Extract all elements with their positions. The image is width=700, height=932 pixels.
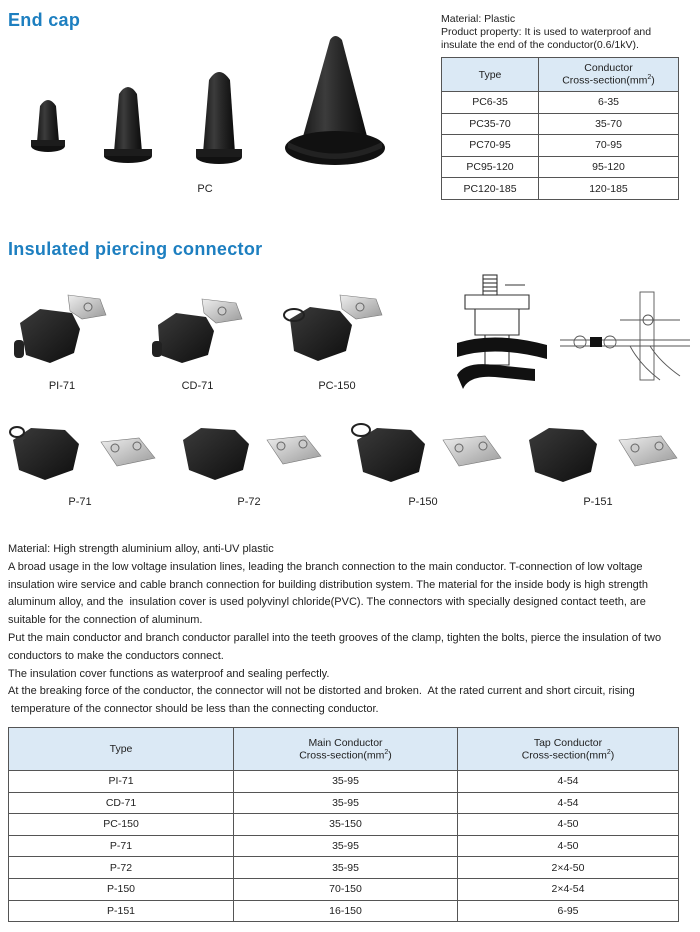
connector-paragraph-line: insulation wire service and cable branch connection for building distribution system. The material for the inside body is high strength [8,578,648,591]
connector-table-row [9,900,679,922]
connector-col-type: Type [9,728,234,771]
label-cd71: CD-71 [181,380,214,392]
connector-paragraph-line: A broad usage in the low voltage insulation lines, leading the branch connection to the main conductor. T-connection of low voltage [8,560,643,573]
connector-row1-image [10,285,390,375]
end-cap-material: Material: Plastic [441,13,516,25]
connector-paragraph-line: aluminum alloy, and the insulation cover is used polyvinyl chloride(PVC). The connectors with specially designed contact teeth, are [8,596,646,609]
end-cap-cell-type: PC6-35 [442,92,539,114]
end-cap-cell-type: PC35-70 [442,113,539,135]
end-cap-property-line2: insulate the end of the conductor(0.6/1kV). [441,39,639,51]
end-cap-table-row [442,156,679,178]
connector-cell-type: P-151 [9,900,234,922]
end-cap-cell-section: 35-70 [539,113,679,135]
label-p71: P-71 [68,496,92,508]
connector-cell-main: 35-95 [234,857,458,879]
connector-cell-main: 35-95 [234,792,458,814]
connector-description [8,541,698,719]
connector-paragraph-line: The insulation cover functions as waterproof and sealing perfectly. [8,667,330,680]
connector-cell-tap: 4-54 [458,792,679,814]
connector-clamp-drawing [455,265,555,393]
connector-paragraph-line: suitable for the connection of aluminum. [8,614,203,627]
connector-cell-type: PC-150 [9,814,234,836]
label-pi71: PI-71 [48,380,76,392]
connector-cell-tap: 4-50 [458,814,679,836]
connector-cd71 [152,299,242,363]
label-p150: P-150 [408,496,438,508]
connector-cell-tap: 2×4-54 [458,878,679,900]
end-cap-table [441,57,679,200]
end-cap-table-row [442,135,679,157]
connector-cell-type: PI-71 [9,771,234,793]
connector-cell-main: 70-150 [234,878,458,900]
end-cap-cell-type: PC120-185 [442,178,539,200]
connector-paragraph-line: temperature of the connector should be less than the connecting conductor. [8,703,379,716]
connector-table-row [9,814,679,836]
connector-cell-main: 16-150 [234,900,458,922]
connector-title: Insulated piercing connector [8,239,263,259]
connector-installation-drawing [560,290,690,382]
end-cap-caption: PC [197,183,213,195]
end-cap-table-row [442,92,679,114]
connector-paragraph-line: At the breaking force of the conductor, the connector will not be distorted and broken. At the rated current and short circuit, rising [8,685,635,698]
label-p151: P-151 [583,496,613,508]
connector-cell-tap: 4-50 [458,835,679,857]
end-cap-large [285,36,385,165]
end-cap-cell-section: 6-35 [539,92,679,114]
end-cap-cell-section: 95-120 [539,156,679,178]
connector-table-row [9,792,679,814]
connector-p71 [10,427,155,480]
end-cap-table-row [442,113,679,135]
connector-pc150 [284,295,382,361]
connector-row2-image [5,418,695,493]
connector-p150 [352,424,501,482]
connector-cell-main: 35-95 [234,771,458,793]
connector-table [8,727,679,922]
end-cap-tall [196,72,242,164]
connector-col-tap: Tap Conductor Cross-$section(mm^2)$ [458,728,679,771]
end-cap-property-line1: Product property: It is used to waterproof and [441,26,652,38]
end-cap-cell-section: 120-185 [539,178,679,200]
label-p72: P-72 [237,496,261,508]
connector-material: Material: High strength aluminium alloy, anti-UV plastic [8,543,274,555]
end-cap-small [31,100,65,152]
end-cap-cell-type: PC70-95 [442,135,539,157]
connector-p72 [183,428,321,480]
end-cap-col-section: Conductor Cross-$section(mm^2)$ [539,58,679,92]
connector-cell-tap: 2×4-50 [458,857,679,879]
connector-table-row [9,857,679,879]
end-cap-col-type: Type [442,58,539,92]
connector-cell-type: P-150 [9,878,234,900]
connector-cell-type: CD-71 [9,792,234,814]
connector-col-main: Main Conductor Cross-$section(mm^2)$ [234,728,458,771]
connector-table-row [9,878,679,900]
end-cap-cell-type: PC95-120 [442,156,539,178]
connector-cell-type: P-71 [9,835,234,857]
connector-paragraph-line: conductors to make the conductors connect. [8,649,224,662]
connector-table-header [9,728,679,771]
end-cap-products-image [20,30,400,180]
connector-table-row [9,771,679,793]
connector-paragraphs [8,559,698,719]
connector-cell-tap: 6-95 [458,900,679,922]
end-cap-title: End cap [8,10,81,30]
end-cap-table-row [442,178,679,200]
end-cap-medium [104,87,152,163]
end-cap-cell-section: 70-95 [539,135,679,157]
end-cap-table-header [442,58,679,92]
connector-pi71 [14,295,106,363]
end-cap-description [441,13,696,52]
connector-table-row [9,835,679,857]
connector-p151 [529,428,677,482]
connector-cell-main: 35-150 [234,814,458,836]
connector-cell-main: 35-95 [234,835,458,857]
connector-cell-type: P-72 [9,857,234,879]
connector-paragraph-line: Put the main conductor and branch conductor parallel into the teeth grooves of the clamp, tighten the bolts, pierce the insulation of two [8,631,662,644]
connector-cell-tap: 4-54 [458,771,679,793]
label-pc150: PC-150 [318,380,356,392]
